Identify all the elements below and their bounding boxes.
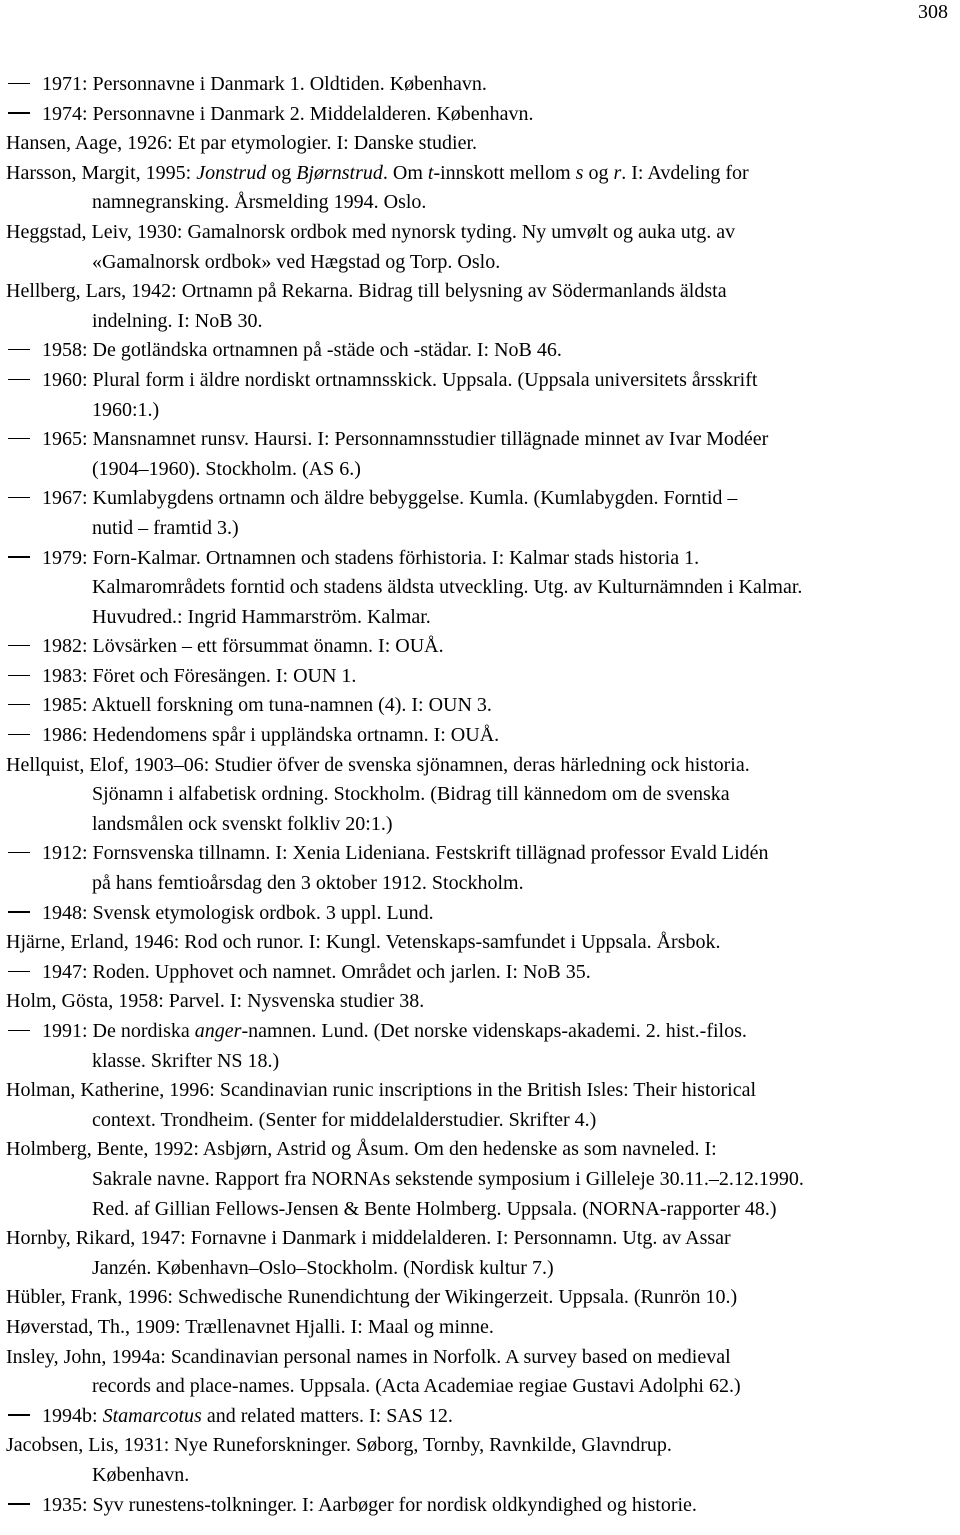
reference-entry — [6, 159, 954, 218]
repeat-author-dash — [8, 704, 30, 705]
repeat-author-dash — [8, 734, 30, 735]
reference-entry — [6, 425, 954, 484]
reference-entry — [6, 484, 954, 543]
entry-text: Hellquist, Elof, 1903–06: Studier öfver de svenska sjönamnen, deras härledning ock historia. — [6, 753, 750, 776]
repeat-author-dash — [8, 379, 30, 380]
reference-entry — [6, 100, 954, 130]
reference-entry — [6, 928, 954, 958]
reference-entry — [6, 1135, 954, 1224]
entry-text: 1948: Svensk etymologisk ordbok. 3 uppl. Lund. — [42, 901, 434, 924]
italic-term: anger — [194, 1020, 242, 1042]
entry-continuation: indelning. I: NoB 30. — [92, 309, 263, 332]
entry-text: 1935: Syv runestens-tolkninger. I: Aarbøger for nordisk oldkyndighed og historie. — [42, 1493, 697, 1516]
reference-entry — [6, 129, 954, 159]
entry-text: Harsson, Margit, 1995: — [6, 161, 197, 184]
entry-text: 1986: Hedendomens spår i uppländska ortnamn. I: OUÅ. — [42, 724, 500, 747]
reference-entry — [6, 958, 954, 988]
entry-continuation: context. Trondheim. (Senter for middelalderstudier. Skrifter 4.) — [92, 1108, 597, 1131]
entry-text: 1991: De nordiska — [42, 1020, 195, 1042]
page-number: 308 — [918, 1, 948, 23]
italic-term: Bjørnstrud — [296, 161, 383, 184]
reference-entry — [6, 721, 954, 751]
repeat-author-dash — [8, 852, 30, 853]
repeat-author-dash — [8, 645, 30, 646]
repeat-author-dash — [8, 675, 30, 676]
reference-entry — [6, 218, 954, 277]
repeat-author-dash — [8, 349, 30, 350]
entry-text: Insley, John, 1994a: Scandinavian personal names in Norfolk. A survey based on medieval — [6, 1345, 731, 1368]
reference-entry — [6, 1491, 954, 1521]
reference-entry — [6, 1343, 954, 1402]
reference-entry — [6, 1017, 954, 1076]
italic-term: r — [613, 161, 622, 184]
repeat-author-dash — [8, 497, 30, 498]
entry-text: Hellberg, Lars, 1942: Ortnamn på Rekarna. Bidrag till belysning av Södermanlands äldsta — [6, 280, 727, 303]
entry-text: 1965: Mansnamnet runsv. Haursi. I: Personnamnsstudier tillägnade minnet av Ivar Modéer — [42, 428, 769, 451]
repeat-author-dash — [8, 556, 30, 557]
entry-text: 1960: Plural form i äldre nordiskt ortnamnsskick. Uppsala. (Uppsala universitets årsskrift — [42, 368, 758, 391]
entry-text: Hjärne, Erland, 1946: Rod och runor. I: Kungl. Vetenskaps-samfundet i Uppsala. Årsbok. — [6, 931, 721, 954]
entry-text: Hansen, Aage, 1926: Et par etymologier. I: Danske studier. — [6, 132, 478, 155]
entry-text: 1958: De gotländska ortnamnen på -städe och -städar. I: NoB 46. — [42, 339, 562, 362]
reference-entry — [6, 1313, 954, 1343]
entry-text: Hübler, Frank, 1996: Schwedische Runendichtung der Wikingerzeit. Uppsala. (Runrön 10.) — [6, 1286, 738, 1309]
entry-text: Holman, Katherine, 1996: Scandinavian runic inscriptions in the British Isles: Their historical — [6, 1079, 757, 1102]
entry-continuation: København. — [92, 1463, 190, 1486]
reference-list — [6, 70, 954, 1520]
entry-continuation: på hans femtioårsdag den 3 oktober 1912. Stockholm. — [92, 872, 524, 895]
reference-entry — [6, 987, 954, 1017]
repeat-author-dash — [8, 438, 30, 439]
entry-text: Hornby, Rikard, 1947: Fornavne i Danmark i middelalderen. I: Personnamn. Utg. av Assar — [6, 1227, 731, 1250]
entry-text: 1967: Kumlabygdens ortnamn och äldre bebyggelse. Kumla. (Kumlabygden. Forntid – — [42, 487, 738, 510]
entry-text: 1994b: — [42, 1404, 103, 1427]
repeat-author-dash — [8, 83, 30, 84]
entry-continuation: «Gamalnorsk ordbok» ved Hægstad og Torp. Oslo. — [92, 250, 501, 273]
reference-entry — [6, 1431, 954, 1490]
reference-entry — [6, 1224, 954, 1283]
reference-entry — [6, 1283, 954, 1313]
reference-entry — [6, 899, 954, 929]
entry-text: Høverstad, Th., 1909: Trællenavnet Hjalli. I: Maal og minne. — [6, 1315, 494, 1338]
italic-term: Stamarcotus — [102, 1404, 202, 1427]
entry-continuation: Red. af Gillian Fellows-Jensen & Bente Holmberg. Uppsala. (NORNA-rapporter 48.) — [92, 1197, 777, 1220]
entry-text: and related matters. I: SAS 12. — [201, 1404, 453, 1427]
reference-entry — [6, 366, 954, 425]
entry-text: -namnen. Lund. (Det norske videnskaps-akademi. 2. hist.-filos. — [241, 1020, 747, 1042]
reference-entry — [6, 336, 954, 366]
repeat-author-dash — [8, 1030, 30, 1031]
entry-text: Jacobsen, Lis, 1931: Nye Runeforskninger. Søborg, Tornby, Ravnkilde, Glavndrup. — [6, 1434, 672, 1457]
entry-text: og — [583, 161, 614, 184]
entry-text: 1982: Lövsärken – ett försummat önamn. I: OUÅ. — [42, 635, 444, 658]
entry-text: Holm, Gösta, 1958: Parvel. I: Nysvenska studier 38. — [6, 990, 425, 1013]
entry-text: 1974: Personnavne i Danmark 2. Middelalderen. København. — [42, 102, 534, 125]
reference-entry — [6, 70, 954, 100]
entry-continuation: Janzén. København–Oslo–Stockholm. (Nordisk kultur 7.) — [92, 1256, 554, 1279]
reference-entry — [6, 839, 954, 898]
repeat-author-dash — [8, 1503, 30, 1504]
entry-continuation: Kalmarområdets forntid och stadens äldsta utveckling. Utg. av Kulturnämnden i Kalmar. — [92, 576, 803, 599]
repeat-author-dash — [8, 911, 30, 912]
entry-text: og — [266, 161, 297, 184]
entry-continuation: namnegransking. Årsmelding 1994. Oslo. — [92, 191, 427, 214]
entry-text: 1983: Föret och Föresängen. I: OUN 1. — [42, 664, 357, 687]
reference-entry — [6, 632, 954, 662]
italic-term: s — [575, 161, 584, 184]
entry-continuation: Sjönamn i alfabetisk ordning. Stockholm. (Bidrag till kännedom om de svenska — [92, 783, 730, 806]
entry-continuation: records and place-names. Uppsala. (Acta Academiae regiae Gustavi Adolphi 62.) — [92, 1375, 741, 1398]
reference-entry — [6, 1076, 954, 1135]
entry-text: 1947: Roden. Upphovet och namnet. Området och jarlen. I: NoB 35. — [42, 960, 591, 983]
reference-entry — [6, 544, 954, 633]
repeat-author-dash — [8, 1414, 30, 1415]
entry-continuation: (1904–1960). Stockholm. (AS 6.) — [92, 457, 361, 480]
entry-text: -innskott mellom — [433, 161, 576, 184]
entry-continuation: Sakrale navne. Rapport fra NORNAs sekstende symposium i Gilleleje 30.11.–2.12.1990. — [92, 1167, 804, 1190]
reference-entry — [6, 751, 954, 840]
entry-continuation: klasse. Skrifter NS 18.) — [92, 1049, 280, 1072]
repeat-author-dash — [8, 971, 30, 972]
entry-text: 1979: Forn-Kalmar. Ortnamnen och stadens förhistoria. I: Kalmar stads historia 1. — [42, 546, 700, 569]
entry-continuation: Huvudred.: Ingrid Hammarström. Kalmar. — [92, 605, 431, 628]
italic-term: t — [427, 161, 434, 184]
entry-text: 1985: Aktuell forskning om tuna-namnen (4). I: OUN 3. — [42, 694, 492, 717]
repeat-author-dash — [8, 112, 30, 113]
reference-entry — [6, 277, 954, 336]
italic-term: Jonstrud — [196, 161, 267, 184]
entry-continuation: nutid – framtid 3.) — [92, 516, 239, 539]
entry-continuation: landsmålen ock svenskt folkliv 20:1.) — [92, 812, 393, 835]
entry-text: . Om — [382, 161, 428, 184]
entry-text: Holmberg, Bente, 1992: Asbjørn, Astrid og Åsum. Om den hedenske as som navneled. I: — [6, 1138, 717, 1161]
entry-text: Heggstad, Leiv, 1930: Gamalnorsk ordbok med nynorsk tyding. Ny umvølt og auka utg. av — [6, 220, 736, 243]
entry-text: 1971: Personnavne i Danmark 1. Oldtiden. København. — [42, 73, 487, 95]
reference-entry — [6, 691, 954, 721]
reference-entry — [6, 1402, 954, 1432]
entry-text: 1912: Fornsvenska tillnamn. I: Xenia Lideniana. Festskrift tillägnad professor Evald Lidén — [42, 842, 769, 865]
reference-entry — [6, 662, 954, 692]
entry-continuation: 1960:1.) — [92, 398, 160, 421]
entry-text: . I: Avdeling for — [621, 161, 749, 184]
